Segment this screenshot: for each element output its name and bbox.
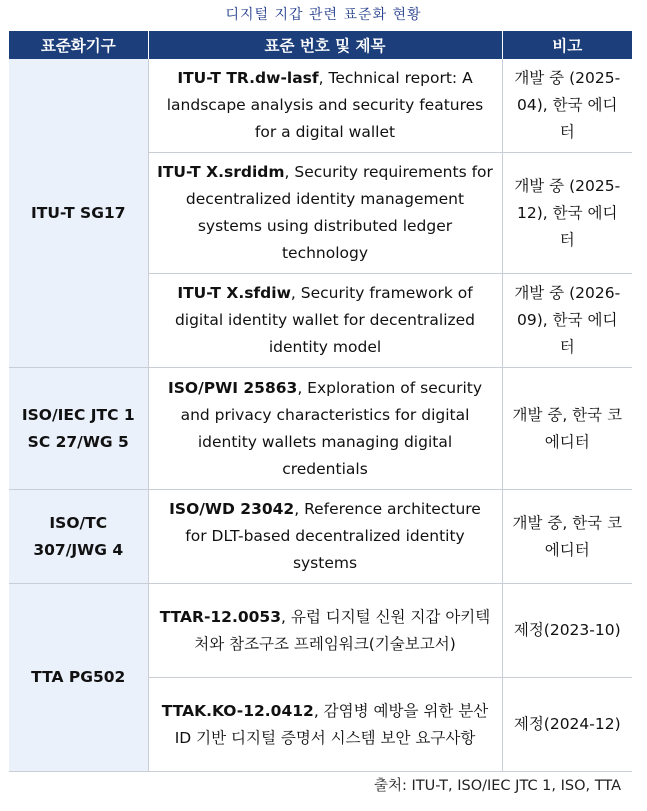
standard-title: , 감염병 예방을 위한 분산ID 기반 디지털 증명서 시스템 보안 요구사항: [174, 701, 489, 747]
table-row: [9, 59, 632, 153]
standard-code: ISO/WD 23042: [169, 500, 295, 518]
title-cell: [148, 153, 502, 274]
standard-code: ITU-T X.sfdiw: [177, 284, 291, 302]
standard-code: TTAK.KO-12.0412: [161, 701, 314, 720]
standard-title: , Technical report: A landscape analysis and security features for a digital wallet: [166, 69, 484, 141]
standard-code: ISO/PWI 25863: [167, 378, 298, 397]
table-row: [9, 490, 632, 584]
table-row: [9, 584, 632, 678]
standard-code: ITU-T X.srdidm: [157, 163, 285, 181]
header-note: 비고: [502, 31, 632, 59]
standard-title: , Security requirements for decentralized identity management systems using distributed ledger technology: [185, 163, 493, 262]
title-cell: [148, 59, 502, 153]
title-cell: [148, 368, 502, 490]
note-cell: 개발 중, 한국 코에디터: [502, 368, 632, 490]
standard-code: ITU-T TR.dw-lasf: [177, 69, 319, 87]
title-cell: [148, 678, 502, 772]
header-org: 표준화기구: [9, 31, 148, 59]
standards-table: [9, 31, 632, 772]
title-cell: [148, 490, 502, 584]
note-cell: 개발 중, 한국 코에디터: [502, 490, 632, 584]
table-header-row: [9, 31, 632, 59]
standard-title: , Exploration of security and privacy characteristics for digital identity wallets managing digital credentials: [180, 378, 483, 478]
org-cell: ISO/IEC JTC 1 SC 27/WG 5: [9, 368, 148, 490]
standard-title: , Reference architecture for DLT-based decentralized identity systems: [185, 500, 481, 572]
title-cell: [148, 274, 502, 368]
table-row: [9, 368, 632, 490]
header-title: 표준 번호 및 제목: [148, 31, 502, 59]
note-cell: 개발 중 (2026-09), 한국 에디터: [502, 274, 632, 368]
org-cell: TTA PG502: [9, 584, 148, 772]
standard-title: , 유럽 디지털 신원 지갑 아키텍처와 참조구조 프레임워크(기술보고서): [194, 607, 491, 653]
note-cell: 제정(2024-12): [502, 678, 632, 772]
standard-code: TTAR-12.0053: [159, 607, 281, 626]
org-cell: ITU-T SG17: [9, 59, 148, 368]
note-cell: 제정(2023-10): [502, 584, 632, 678]
standard-title: , Security framework of digital identity wallet for decentralized identity model: [174, 284, 476, 356]
table-caption: 디지털 지갑 관련 표준화 현황: [225, 7, 422, 23]
source-note: 출처: ITU-T, ISO/IEC JTC 1, ISO, TTA: [373, 778, 621, 794]
note-cell: 개발 중 (2025-04), 한국 에디터: [502, 59, 632, 153]
title-cell: [148, 584, 502, 678]
org-cell: ISO/TC 307/JWG 4: [9, 490, 148, 584]
note-cell: 개발 중 (2025-12), 한국 에디터: [502, 153, 632, 274]
